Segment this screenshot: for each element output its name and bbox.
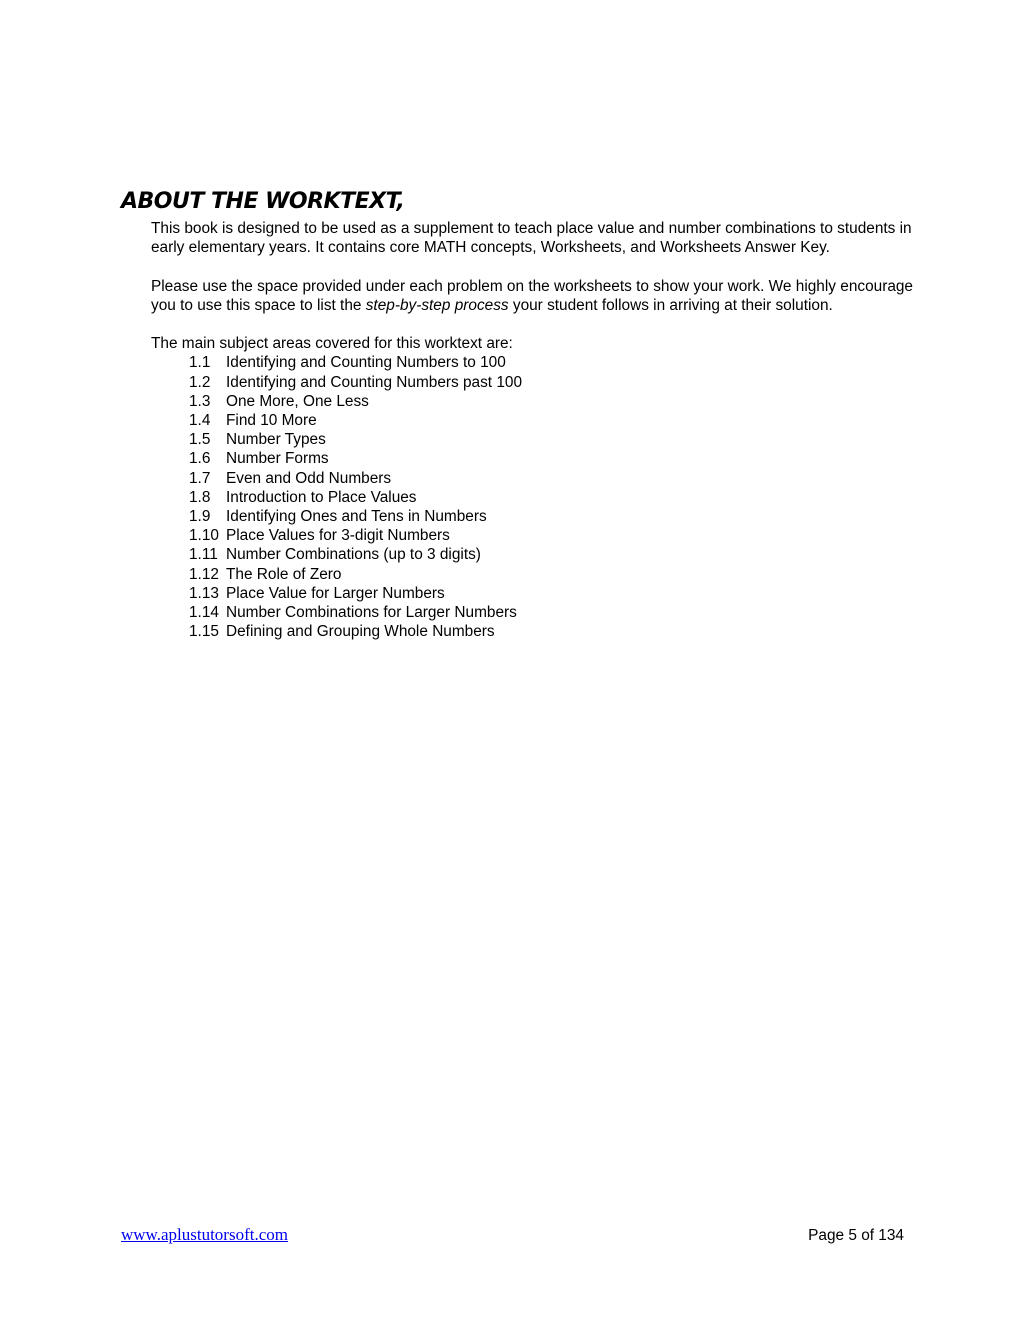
intro-paragraph: This book is designed to be used as a supplement to teach place value and number combinations to students in early elementary years. It contains core MATH concepts, Worksheets, and Worksheets Answer Key.: [151, 220, 912, 257]
topic-label: Place Value for Larger Numbers: [226, 584, 445, 602]
list-item: [189, 622, 916, 641]
list-item: [189, 373, 916, 392]
topic-label: Introduction to Place Values: [226, 488, 417, 506]
instructions-emphasis: step-by-step process: [365, 296, 509, 314]
topic-label: Identifying and Counting Numbers to 100: [226, 354, 506, 372]
topic-label: Identifying Ones and Tens in Numbers: [226, 508, 487, 526]
list-item: [189, 430, 916, 449]
topic-list: [151, 353, 916, 641]
list-item: [189, 353, 916, 372]
topic-label: Number Combinations for Larger Numbers: [226, 604, 517, 622]
topic-label: Number Combinations (up to 3 digits): [226, 546, 481, 564]
topic-number: 1.9: [189, 508, 211, 526]
topic-number: 1.13: [189, 584, 219, 602]
list-item: [189, 449, 916, 468]
topic-label: Place Values for 3-digit Numbers: [226, 527, 450, 545]
topic-label: Defining and Grouping Whole Numbers: [226, 623, 495, 641]
instructions-text-after: your student follows in arriving at their solution.: [508, 296, 833, 314]
topic-label: Identifying and Counting Numbers past 100: [226, 373, 523, 391]
topic-number: 1.5: [189, 431, 211, 449]
topic-number: 1.1: [189, 354, 211, 372]
list-item: [189, 469, 916, 488]
topic-label: Find 10 More: [226, 412, 317, 429]
topic-number: 1.15: [189, 623, 219, 641]
topic-number: 1.14: [189, 604, 219, 622]
topic-number: 1.6: [189, 450, 211, 468]
topic-number: 1.2: [189, 373, 211, 391]
list-item: [189, 507, 916, 526]
topic-label: One More, One Less: [226, 392, 369, 410]
list-item: [189, 565, 916, 584]
topic-label: Even and Odd Numbers: [226, 469, 392, 487]
list-item: [189, 584, 916, 603]
instructions-text-before: Please use the space provided under each problem on the worksheets to show your work. We highly encourage you to use this space to list the: [151, 277, 913, 314]
topic-number: 1.11: [189, 546, 218, 564]
topic-number: 1.4: [189, 412, 211, 429]
page-title: ABOUT THE WORKTEXT,: [121, 189, 405, 214]
topic-number: 1.3: [189, 392, 211, 410]
topics-intro: The main subject areas covered for this worktext are:: [151, 335, 513, 353]
topic-label: Number Forms: [226, 450, 329, 468]
topic-number: 1.7: [189, 469, 211, 487]
topic-number: 1.8: [189, 488, 211, 506]
instructions-paragraph: [151, 277, 916, 315]
list-item: [189, 603, 916, 622]
page-number: Page 5 of 134: [808, 1227, 904, 1244]
list-item: [189, 488, 916, 507]
topic-number: 1.10: [189, 527, 219, 545]
topic-label: The Role of Zero: [226, 565, 342, 583]
topic-number: 1.12: [189, 565, 219, 583]
list-item: [189, 545, 916, 564]
list-item: [189, 526, 916, 545]
website-link[interactable]: www.aplustutorsoft.com: [121, 1225, 288, 1244]
worktext-body: [151, 219, 916, 641]
list-item: [189, 392, 916, 411]
topic-label: Number Types: [226, 431, 326, 449]
list-item: [189, 411, 916, 430]
